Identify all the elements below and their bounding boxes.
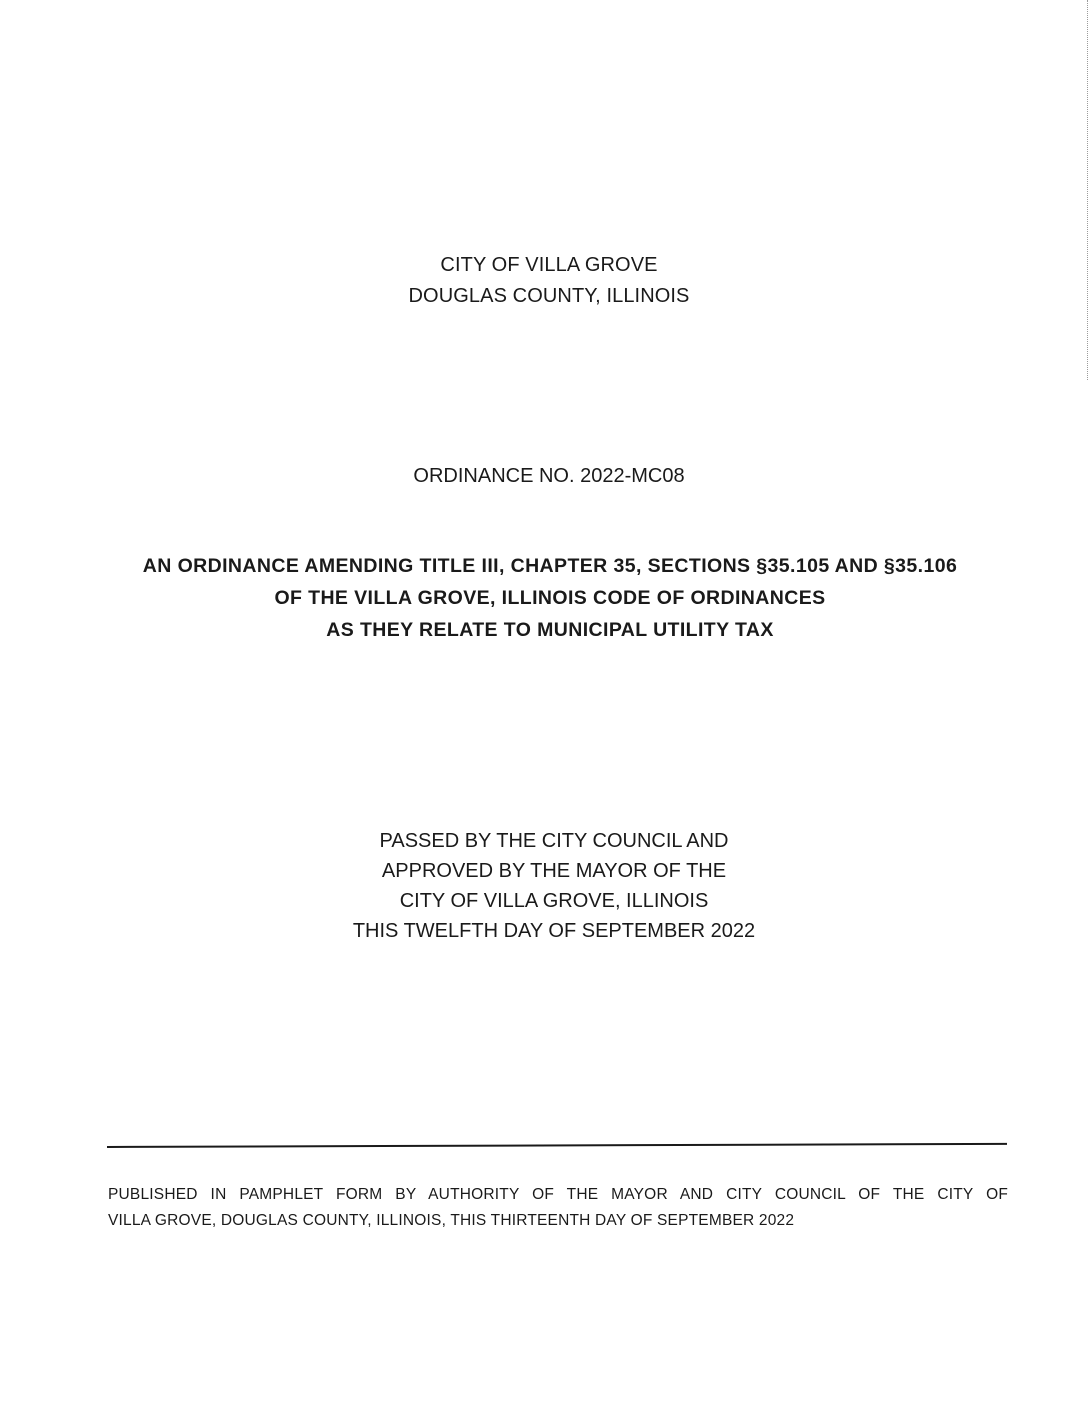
issuing-authority xyxy=(5,250,1088,312)
publication-line-1: PUBLISHED IN PAMPHLET FORM BY AUTHORITY OF THE MAYOR AND CITY COUNCIL OF THE CITY OF xyxy=(108,1186,1008,1203)
passage-line-2: APPROVED BY THE MAYOR OF THE xyxy=(381,860,727,882)
ordinance-title-line-1: AN ORDINANCE AMENDING TITLE III, CHAPTER 35, SECTIONS §35.105 AND §35.106 xyxy=(142,555,958,577)
ordinance-title-line-3: AS THEY RELATE TO MUNICIPAL UTILITY TAX xyxy=(326,619,774,641)
passage-line-4: THIS TWELFTH DAY OF SEPTEMBER 2022 xyxy=(352,920,756,942)
ordinance-number-text: ORDINANCE NO. 2022-MC08 xyxy=(413,465,685,487)
ordinance-number xyxy=(5,462,1088,490)
publication-notice xyxy=(108,1182,1008,1234)
publication-line-2: VILLA GROVE, DOUGLAS COUNTY, ILLINOIS, THIS THIRTEENTH DAY OF SEPTEMBER 2022 xyxy=(108,1212,795,1229)
county-state: DOUGLAS COUNTY, ILLINOIS xyxy=(408,285,690,307)
ordinance-title-line-2: OF THE VILLA GROVE, ILLINOIS CODE OF ORDINANCES xyxy=(274,587,826,609)
passage-line-3: CITY OF VILLA GROVE, ILLINOIS xyxy=(399,890,709,912)
ordinance-title xyxy=(0,550,1088,646)
city-name: CITY OF VILLA GROVE xyxy=(440,254,658,276)
passage-statement xyxy=(10,826,1088,946)
horizontal-divider xyxy=(107,1143,1007,1148)
passage-line-1: PASSED BY THE CITY COUNCIL AND xyxy=(379,830,729,852)
scan-edge-artifact xyxy=(1081,0,1088,380)
